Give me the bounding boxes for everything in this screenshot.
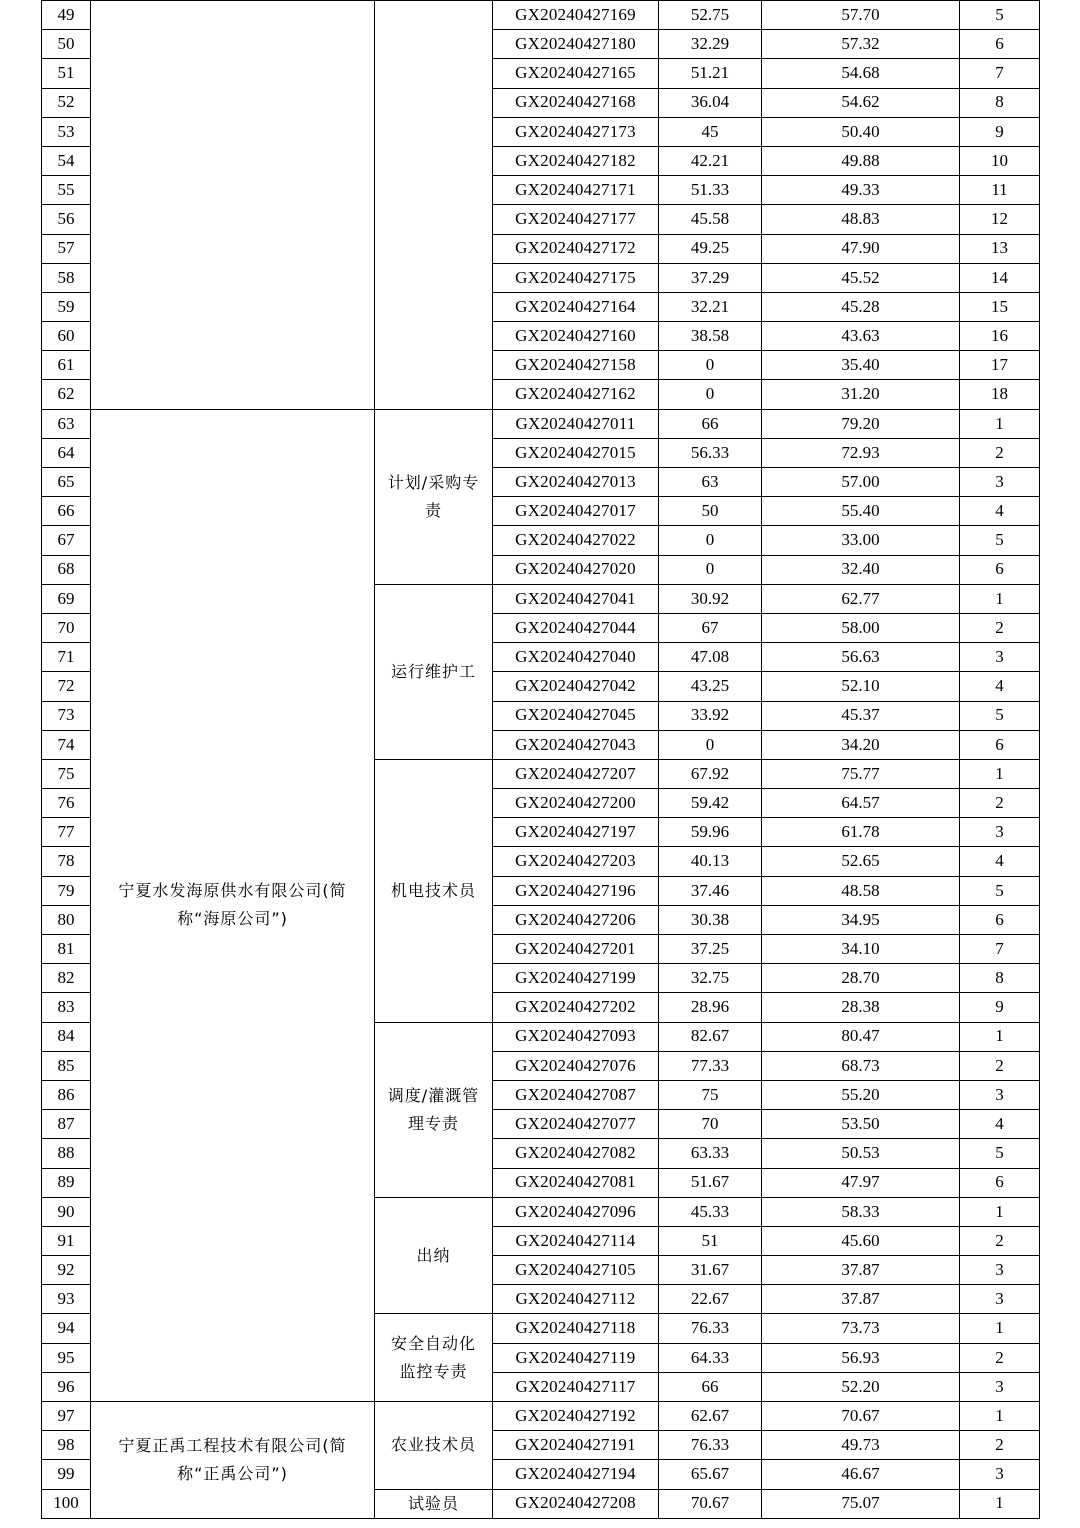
total-score-cell: 52.65 <box>762 847 960 876</box>
total-score-cell: 49.33 <box>762 176 960 205</box>
written-score-cell: 52.75 <box>659 1 762 30</box>
total-score-cell: 70.67 <box>762 1402 960 1431</box>
row-number-cell: 77 <box>42 818 91 847</box>
rank-cell: 3 <box>960 818 1040 847</box>
total-score-cell: 64.57 <box>762 789 960 818</box>
candidate-code-cell: GX20240427191 <box>493 1431 659 1460</box>
rank-cell: 11 <box>960 176 1040 205</box>
rank-cell: 6 <box>960 30 1040 59</box>
row-number-cell: 75 <box>42 759 91 788</box>
candidate-code-cell: GX20240427045 <box>493 701 659 730</box>
row-number-cell: 94 <box>42 1314 91 1343</box>
candidate-code-cell: GX20240427082 <box>493 1139 659 1168</box>
candidate-code-cell: GX20240427013 <box>493 468 659 497</box>
total-score-cell: 45.37 <box>762 701 960 730</box>
written-score-cell: 30.38 <box>659 905 762 934</box>
written-score-cell: 51.21 <box>659 59 762 88</box>
total-score-cell: 75.77 <box>762 759 960 788</box>
written-score-cell: 63.33 <box>659 1139 762 1168</box>
total-score-cell: 54.62 <box>762 88 960 117</box>
total-score-cell: 73.73 <box>762 1314 960 1343</box>
written-score-cell: 0 <box>659 555 762 584</box>
rank-cell: 12 <box>960 205 1040 234</box>
written-score-cell: 36.04 <box>659 88 762 117</box>
written-score-cell: 38.58 <box>659 322 762 351</box>
table-body <box>42 1 1040 1519</box>
candidate-code-cell: GX20240427192 <box>493 1402 659 1431</box>
total-score-cell: 52.20 <box>762 1372 960 1401</box>
rank-cell: 5 <box>960 1139 1040 1168</box>
row-number-cell: 87 <box>42 1110 91 1139</box>
rank-cell: 3 <box>960 1285 1040 1314</box>
row-number-cell: 51 <box>42 59 91 88</box>
candidate-code-cell: GX20240427087 <box>493 1080 659 1109</box>
total-score-cell: 57.32 <box>762 30 960 59</box>
written-score-cell: 64.33 <box>659 1343 762 1372</box>
written-score-cell: 43.25 <box>659 672 762 701</box>
rank-cell: 3 <box>960 1080 1040 1109</box>
total-score-cell: 50.40 <box>762 117 960 146</box>
rank-cell: 1 <box>960 1402 1040 1431</box>
total-score-cell: 58.00 <box>762 613 960 642</box>
written-score-cell: 82.67 <box>659 1022 762 1051</box>
rank-cell: 4 <box>960 847 1040 876</box>
written-score-cell: 66 <box>659 1372 762 1401</box>
row-number-cell: 91 <box>42 1226 91 1255</box>
results-table <box>41 0 1040 1519</box>
total-score-cell: 56.93 <box>762 1343 960 1372</box>
total-score-cell: 55.20 <box>762 1080 960 1109</box>
position-cell: 计划/采购专责 <box>375 409 493 584</box>
rank-cell: 18 <box>960 380 1040 409</box>
rank-cell: 6 <box>960 730 1040 759</box>
rank-cell: 6 <box>960 555 1040 584</box>
row-number-cell: 98 <box>42 1431 91 1460</box>
rank-cell: 4 <box>960 1110 1040 1139</box>
position-cell: 调度/灌溉管理专责 <box>375 1022 493 1197</box>
written-score-cell: 76.33 <box>659 1314 762 1343</box>
row-number-cell: 66 <box>42 497 91 526</box>
candidate-code-cell: GX20240427172 <box>493 234 659 263</box>
rank-cell: 2 <box>960 438 1040 467</box>
row-number-cell: 92 <box>42 1256 91 1285</box>
written-score-cell: 59.42 <box>659 789 762 818</box>
rank-cell: 2 <box>960 1051 1040 1080</box>
rank-cell: 13 <box>960 234 1040 263</box>
total-score-cell: 45.28 <box>762 292 960 321</box>
position-cell: 机电技术员 <box>375 759 493 1022</box>
written-score-cell: 62.67 <box>659 1402 762 1431</box>
rank-cell: 5 <box>960 526 1040 555</box>
total-score-cell: 72.93 <box>762 438 960 467</box>
candidate-code-cell: GX20240427112 <box>493 1285 659 1314</box>
row-number-cell: 61 <box>42 351 91 380</box>
rank-cell: 14 <box>960 263 1040 292</box>
total-score-cell: 61.78 <box>762 818 960 847</box>
total-score-cell: 32.40 <box>762 555 960 584</box>
rank-cell: 4 <box>960 497 1040 526</box>
row-number-cell: 96 <box>42 1372 91 1401</box>
written-score-cell: 47.08 <box>659 643 762 672</box>
rank-cell: 7 <box>960 59 1040 88</box>
rank-cell: 1 <box>960 1022 1040 1051</box>
position-cell: 农业技术员 <box>375 1402 493 1490</box>
written-score-cell: 45 <box>659 117 762 146</box>
row-number-cell: 57 <box>42 234 91 263</box>
written-score-cell: 33.92 <box>659 701 762 730</box>
candidate-code-cell: GX20240427118 <box>493 1314 659 1343</box>
candidate-code-cell: GX20240427164 <box>493 292 659 321</box>
row-number-cell: 93 <box>42 1285 91 1314</box>
rank-cell: 16 <box>960 322 1040 351</box>
company-cell <box>91 1 375 410</box>
rank-cell: 3 <box>960 468 1040 497</box>
rank-cell: 17 <box>960 351 1040 380</box>
total-score-cell: 45.52 <box>762 263 960 292</box>
candidate-code-cell: GX20240427105 <box>493 1256 659 1285</box>
row-number-cell: 71 <box>42 643 91 672</box>
rank-cell: 3 <box>960 1460 1040 1489</box>
written-score-cell: 37.29 <box>659 263 762 292</box>
row-number-cell: 100 <box>42 1489 91 1518</box>
candidate-code-cell: GX20240427015 <box>493 438 659 467</box>
row-number-cell: 67 <box>42 526 91 555</box>
rank-cell: 1 <box>960 1314 1040 1343</box>
row-number-cell: 89 <box>42 1168 91 1197</box>
candidate-code-cell: GX20240427200 <box>493 789 659 818</box>
row-number-cell: 53 <box>42 117 91 146</box>
row-number-cell: 69 <box>42 584 91 613</box>
written-score-cell: 70 <box>659 1110 762 1139</box>
total-score-cell: 33.00 <box>762 526 960 555</box>
candidate-code-cell: GX20240427114 <box>493 1226 659 1255</box>
total-score-cell: 47.90 <box>762 234 960 263</box>
rank-cell: 15 <box>960 292 1040 321</box>
written-score-cell: 28.96 <box>659 993 762 1022</box>
position-cell: 出纳 <box>375 1197 493 1314</box>
position-cell: 试验员 <box>375 1489 493 1518</box>
written-score-cell: 32.29 <box>659 30 762 59</box>
total-score-cell: 49.88 <box>762 146 960 175</box>
company-cell: 宁夏水发海原供水有限公司(简称“海原公司”) <box>91 409 375 1401</box>
total-score-cell: 46.67 <box>762 1460 960 1489</box>
written-score-cell: 30.92 <box>659 584 762 613</box>
candidate-code-cell: GX20240427182 <box>493 146 659 175</box>
written-score-cell: 67.92 <box>659 759 762 788</box>
candidate-code-cell: GX20240427162 <box>493 380 659 409</box>
candidate-code-cell: GX20240427202 <box>493 993 659 1022</box>
row-number-cell: 49 <box>42 1 91 30</box>
rank-cell: 6 <box>960 905 1040 934</box>
written-score-cell: 37.46 <box>659 876 762 905</box>
written-score-cell: 75 <box>659 1080 762 1109</box>
written-score-cell: 0 <box>659 730 762 759</box>
total-score-cell: 52.10 <box>762 672 960 701</box>
row-number-cell: 83 <box>42 993 91 1022</box>
written-score-cell: 67 <box>659 613 762 642</box>
rank-cell: 9 <box>960 117 1040 146</box>
total-score-cell: 54.68 <box>762 59 960 88</box>
rank-cell: 5 <box>960 1 1040 30</box>
candidate-code-cell: GX20240427117 <box>493 1372 659 1401</box>
row-number-cell: 54 <box>42 146 91 175</box>
rank-cell: 5 <box>960 701 1040 730</box>
total-score-cell: 34.95 <box>762 905 960 934</box>
rank-cell: 10 <box>960 146 1040 175</box>
total-score-cell: 50.53 <box>762 1139 960 1168</box>
row-number-cell: 86 <box>42 1080 91 1109</box>
rank-cell: 1 <box>960 409 1040 438</box>
row-number-cell: 95 <box>42 1343 91 1372</box>
candidate-code-cell: GX20240427158 <box>493 351 659 380</box>
rank-cell: 1 <box>960 1489 1040 1518</box>
row-number-cell: 72 <box>42 672 91 701</box>
candidate-code-cell: GX20240427203 <box>493 847 659 876</box>
written-score-cell: 32.75 <box>659 964 762 993</box>
written-score-cell: 31.67 <box>659 1256 762 1285</box>
written-score-cell: 0 <box>659 351 762 380</box>
total-score-cell: 68.73 <box>762 1051 960 1080</box>
row-number-cell: 79 <box>42 876 91 905</box>
rank-cell: 7 <box>960 935 1040 964</box>
row-number-cell: 64 <box>42 438 91 467</box>
position-cell: 安全自动化监控专责 <box>375 1314 493 1402</box>
written-score-cell: 70.67 <box>659 1489 762 1518</box>
candidate-code-cell: GX20240427194 <box>493 1460 659 1489</box>
total-score-cell: 34.10 <box>762 935 960 964</box>
candidate-code-cell: GX20240427044 <box>493 613 659 642</box>
row-number-cell: 80 <box>42 905 91 934</box>
total-score-cell: 31.20 <box>762 380 960 409</box>
row-number-cell: 50 <box>42 30 91 59</box>
row-number-cell: 74 <box>42 730 91 759</box>
total-score-cell: 57.00 <box>762 468 960 497</box>
written-score-cell: 65.67 <box>659 1460 762 1489</box>
candidate-code-cell: GX20240427175 <box>493 263 659 292</box>
written-score-cell: 45.58 <box>659 205 762 234</box>
total-score-cell: 43.63 <box>762 322 960 351</box>
total-score-cell: 37.87 <box>762 1256 960 1285</box>
candidate-code-cell: GX20240427206 <box>493 905 659 934</box>
candidate-code-cell: GX20240427020 <box>493 555 659 584</box>
table-row <box>42 1402 1040 1431</box>
total-score-cell: 75.07 <box>762 1489 960 1518</box>
rank-cell: 2 <box>960 613 1040 642</box>
total-score-cell: 45.60 <box>762 1226 960 1255</box>
rank-cell: 9 <box>960 993 1040 1022</box>
total-score-cell: 28.38 <box>762 993 960 1022</box>
written-score-cell: 0 <box>659 526 762 555</box>
row-number-cell: 85 <box>42 1051 91 1080</box>
position-cell <box>375 1 493 410</box>
candidate-code-cell: GX20240427160 <box>493 322 659 351</box>
written-score-cell: 51.33 <box>659 176 762 205</box>
rank-cell: 2 <box>960 1226 1040 1255</box>
row-number-cell: 55 <box>42 176 91 205</box>
candidate-code-cell: GX20240427041 <box>493 584 659 613</box>
row-number-cell: 99 <box>42 1460 91 1489</box>
written-score-cell: 59.96 <box>659 818 762 847</box>
candidate-code-cell: GX20240427011 <box>493 409 659 438</box>
candidate-code-cell: GX20240427208 <box>493 1489 659 1518</box>
candidate-code-cell: GX20240427173 <box>493 117 659 146</box>
row-number-cell: 70 <box>42 613 91 642</box>
written-score-cell: 37.25 <box>659 935 762 964</box>
total-score-cell: 80.47 <box>762 1022 960 1051</box>
row-number-cell: 63 <box>42 409 91 438</box>
row-number-cell: 82 <box>42 964 91 993</box>
candidate-code-cell: GX20240427077 <box>493 1110 659 1139</box>
row-number-cell: 90 <box>42 1197 91 1226</box>
row-number-cell: 58 <box>42 263 91 292</box>
row-number-cell: 68 <box>42 555 91 584</box>
candidate-code-cell: GX20240427171 <box>493 176 659 205</box>
candidate-code-cell: GX20240427169 <box>493 1 659 30</box>
candidate-code-cell: GX20240427043 <box>493 730 659 759</box>
written-score-cell: 50 <box>659 497 762 526</box>
row-number-cell: 97 <box>42 1402 91 1431</box>
rank-cell: 3 <box>960 643 1040 672</box>
row-number-cell: 76 <box>42 789 91 818</box>
total-score-cell: 57.70 <box>762 1 960 30</box>
total-score-cell: 49.73 <box>762 1431 960 1460</box>
row-number-cell: 81 <box>42 935 91 964</box>
table-row <box>42 1 1040 30</box>
total-score-cell: 34.20 <box>762 730 960 759</box>
written-score-cell: 45.33 <box>659 1197 762 1226</box>
company-cell: 宁夏正禹工程技术有限公司(简称“正禹公司”) <box>91 1402 375 1519</box>
rank-cell: 4 <box>960 672 1040 701</box>
candidate-code-cell: GX20240427199 <box>493 964 659 993</box>
candidate-code-cell: GX20240427180 <box>493 30 659 59</box>
total-score-cell: 62.77 <box>762 584 960 613</box>
rank-cell: 2 <box>960 789 1040 818</box>
candidate-code-cell: GX20240427022 <box>493 526 659 555</box>
candidate-code-cell: GX20240427119 <box>493 1343 659 1372</box>
row-number-cell: 56 <box>42 205 91 234</box>
total-score-cell: 48.58 <box>762 876 960 905</box>
row-number-cell: 59 <box>42 292 91 321</box>
rank-cell: 1 <box>960 584 1040 613</box>
total-score-cell: 53.50 <box>762 1110 960 1139</box>
written-score-cell: 51 <box>659 1226 762 1255</box>
row-number-cell: 65 <box>42 468 91 497</box>
total-score-cell: 56.63 <box>762 643 960 672</box>
written-score-cell: 0 <box>659 380 762 409</box>
row-number-cell: 62 <box>42 380 91 409</box>
rank-cell: 8 <box>960 964 1040 993</box>
rank-cell: 8 <box>960 88 1040 117</box>
candidate-code-cell: GX20240427207 <box>493 759 659 788</box>
candidate-code-cell: GX20240427017 <box>493 497 659 526</box>
written-score-cell: 42.21 <box>659 146 762 175</box>
total-score-cell: 37.87 <box>762 1285 960 1314</box>
rank-cell: 5 <box>960 876 1040 905</box>
candidate-code-cell: GX20240427177 <box>493 205 659 234</box>
candidate-code-cell: GX20240427096 <box>493 1197 659 1226</box>
written-score-cell: 40.13 <box>659 847 762 876</box>
rank-cell: 3 <box>960 1372 1040 1401</box>
row-number-cell: 52 <box>42 88 91 117</box>
total-score-cell: 58.33 <box>762 1197 960 1226</box>
written-score-cell: 77.33 <box>659 1051 762 1080</box>
rank-cell: 1 <box>960 1197 1040 1226</box>
written-score-cell: 32.21 <box>659 292 762 321</box>
position-cell: 运行维护工 <box>375 584 493 759</box>
candidate-code-cell: GX20240427040 <box>493 643 659 672</box>
candidate-code-cell: GX20240427196 <box>493 876 659 905</box>
row-number-cell: 78 <box>42 847 91 876</box>
table-row <box>42 409 1040 438</box>
total-score-cell: 35.40 <box>762 351 960 380</box>
candidate-code-cell: GX20240427042 <box>493 672 659 701</box>
rank-cell: 1 <box>960 759 1040 788</box>
written-score-cell: 63 <box>659 468 762 497</box>
written-score-cell: 49.25 <box>659 234 762 263</box>
total-score-cell: 28.70 <box>762 964 960 993</box>
row-number-cell: 60 <box>42 322 91 351</box>
written-score-cell: 22.67 <box>659 1285 762 1314</box>
row-number-cell: 73 <box>42 701 91 730</box>
row-number-cell: 84 <box>42 1022 91 1051</box>
candidate-code-cell: GX20240427197 <box>493 818 659 847</box>
rank-cell: 3 <box>960 1256 1040 1285</box>
rank-cell: 2 <box>960 1431 1040 1460</box>
row-number-cell: 88 <box>42 1139 91 1168</box>
rank-cell: 2 <box>960 1343 1040 1372</box>
total-score-cell: 55.40 <box>762 497 960 526</box>
candidate-code-cell: GX20240427081 <box>493 1168 659 1197</box>
written-score-cell: 66 <box>659 409 762 438</box>
candidate-code-cell: GX20240427168 <box>493 88 659 117</box>
written-score-cell: 76.33 <box>659 1431 762 1460</box>
candidate-code-cell: GX20240427165 <box>493 59 659 88</box>
candidate-code-cell: GX20240427201 <box>493 935 659 964</box>
total-score-cell: 48.83 <box>762 205 960 234</box>
written-score-cell: 56.33 <box>659 438 762 467</box>
rank-cell: 6 <box>960 1168 1040 1197</box>
candidate-code-cell: GX20240427076 <box>493 1051 659 1080</box>
candidate-code-cell: GX20240427093 <box>493 1022 659 1051</box>
total-score-cell: 47.97 <box>762 1168 960 1197</box>
written-score-cell: 51.67 <box>659 1168 762 1197</box>
total-score-cell: 79.20 <box>762 409 960 438</box>
